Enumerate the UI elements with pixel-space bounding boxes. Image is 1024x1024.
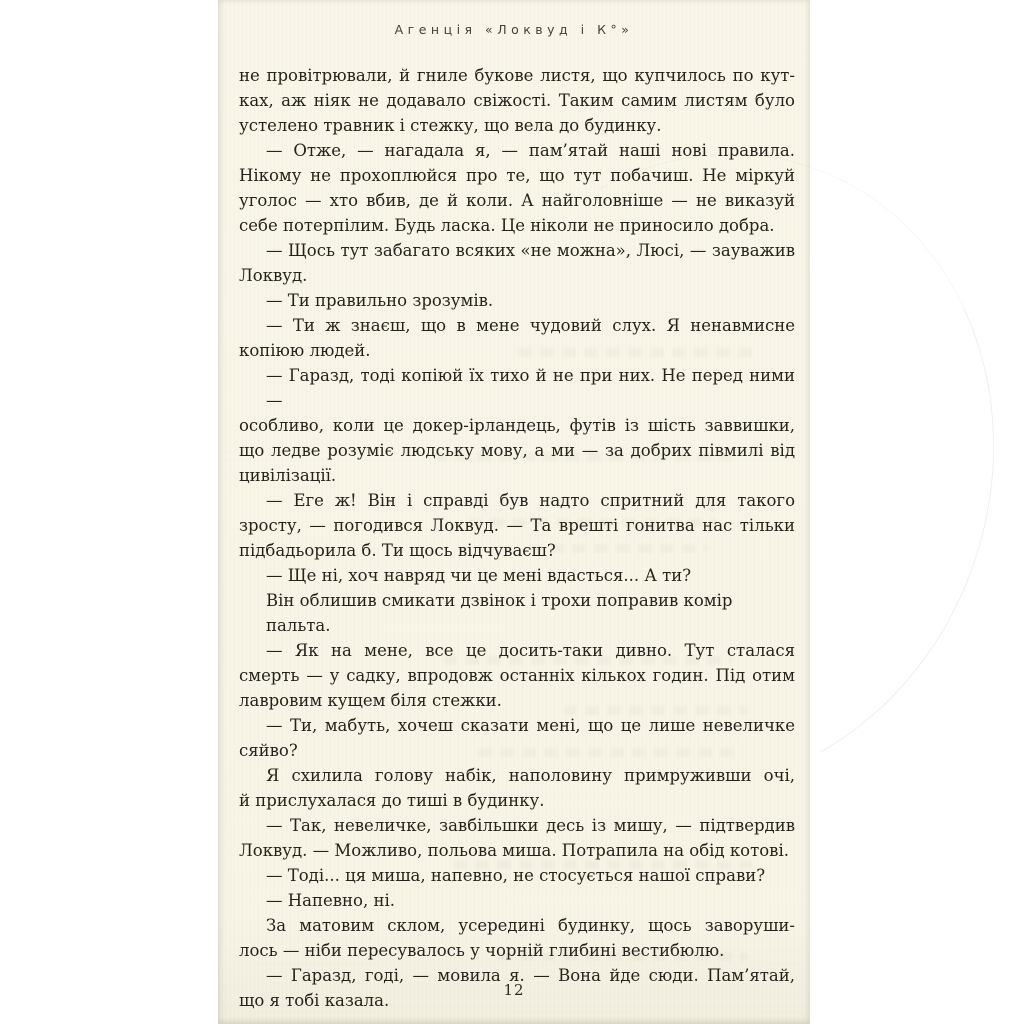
paragraph	[239, 313, 795, 363]
text-line: сяйво?	[239, 741, 298, 760]
text-line: лось — ніби пересувалось у чорній глибині вестибюлю.	[239, 941, 725, 960]
paragraph	[239, 888, 795, 913]
text-line: що я тобі казала.	[239, 991, 390, 1010]
text-line: й прислухалася до тиші в будинку.	[239, 791, 545, 810]
running-header: Агенція «Локвуд і К°»	[394, 22, 634, 37]
paragraph	[239, 138, 795, 238]
paragraph	[239, 913, 795, 963]
paragraph	[239, 63, 795, 138]
text-line: — Еге ж! Він і справді був надто спритний для такого	[266, 491, 795, 510]
text-line: уголос — хто вбив, де й коли. А найголовніше — не виказуй	[239, 191, 795, 210]
text-line: ках, аж ніяк не додавало свіжості. Таким самим листям було	[239, 91, 795, 110]
text-line: лавровим кущем біля стежки.	[239, 691, 502, 710]
text-line: — Щось тут забагато всяких «не можна», Люсі, — зауважив	[266, 241, 795, 260]
paragraph	[239, 488, 795, 563]
text-line: Нікому не прохоплюйся про те, що тут побачиш. Не міркуй	[239, 166, 795, 185]
text-line: — Гаразд, тоді копіюй їх тихо й не при них. Не перед ними —	[266, 366, 795, 410]
text-line: себе потерпілим. Будь ласка. Це ніколи не приносило добра.	[239, 216, 775, 235]
book-page-scan	[218, 0, 810, 1024]
paragraph	[239, 763, 795, 813]
page-number: 12	[503, 981, 525, 999]
paragraph	[239, 288, 795, 313]
text-line: — Ти ж знаєш, що в мене чудовий слух. Я ненавмисне	[266, 316, 795, 335]
text-line: — Гаразд, годі, — мовила я. — Вона йде сюди. Пам’ятай,	[266, 966, 795, 985]
text-line: — Ти, мабуть, хочеш сказати мені, що це лише невеличке	[266, 716, 795, 735]
text-line: — Тоді... ця миша, напевно, не стосується нашої справи?	[266, 866, 766, 885]
text-line: Я схилила голову набік, наполовину примруживши очі,	[266, 766, 795, 785]
text-line: Локвуд. — Можливо, польова миша. Потрапила на обід котові.	[239, 841, 789, 860]
text-line: устелено травник і стежку, що вела до будинку.	[239, 116, 662, 135]
text-line: смерть — у садку, впродовж останніх кількох годин. Під отим	[239, 666, 795, 685]
text-line: що ледве розуміє людську мову, а ми — за добрих півмилі від	[239, 441, 795, 460]
text-line: Він облишив смикати дзвінок і трохи поправив комір пальта.	[266, 591, 733, 635]
text-line: — Так, невеличке, завбільшки десь із мишу, — підтвердив	[266, 816, 795, 835]
paragraph	[239, 863, 795, 888]
text-line: — Ти правильно зрозумів.	[266, 291, 494, 310]
paragraph	[239, 363, 795, 488]
text-line: — Як на мене, все це досить-таки дивно. Тут сталася	[266, 641, 795, 660]
text-line: не провітрювали, й гниле букове листя, що купчилось по кут-	[239, 66, 795, 85]
body-text	[239, 63, 795, 1013]
text-line: копіюю людей.	[239, 341, 371, 360]
paragraph	[239, 563, 795, 588]
text-line: підбадьорила б. Ти щось відчуваєш?	[239, 541, 556, 560]
text-line: зросту, — погодився Локвуд. — Та врешті гонитва нас тільки	[239, 516, 795, 535]
text-line: цивілізації.	[239, 466, 337, 485]
paragraph	[239, 713, 795, 763]
text-line: За матовим склом, усередині будинку, щось заворуши-	[266, 916, 795, 935]
paragraph	[239, 238, 795, 288]
paragraph	[239, 588, 795, 638]
text-line: — Ще ні, хоч навряд чи це мені вдасться... А ти?	[266, 566, 692, 585]
text-line: — Напевно, ні.	[266, 891, 395, 910]
text-line: Локвуд.	[239, 266, 308, 285]
paragraph	[239, 638, 795, 713]
text-line: — Отже, — нагадала я, — пам’ятай наші нові правила.	[266, 141, 795, 160]
paragraph	[239, 813, 795, 863]
text-line: особливо, коли це докер-ірландець, футів із шість заввишки,	[239, 416, 795, 435]
